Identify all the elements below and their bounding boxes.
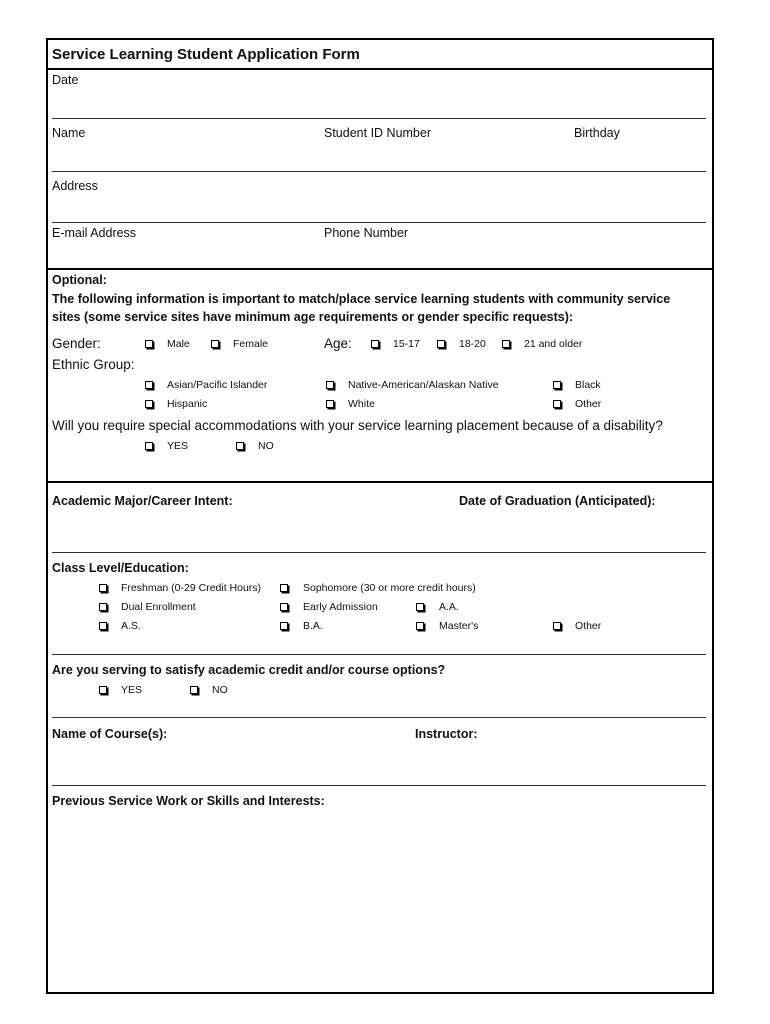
sophomore-checkbox[interactable] (280, 584, 288, 592)
aa-checkbox[interactable] (416, 603, 424, 611)
optional-line-1: The following information is important to match/place service learning students with community service (52, 292, 671, 306)
other-ethnic-label: Other (575, 398, 602, 410)
early-admission-checkbox[interactable] (280, 603, 288, 611)
graduation-label: Date of Graduation (Anticipated): (459, 494, 656, 508)
previous-service-field[interactable] (52, 815, 708, 987)
class-level-divider (52, 654, 706, 655)
native-american-label: Native-American/Alaskan Native (348, 379, 499, 391)
black-checkbox[interactable] (553, 381, 561, 389)
credit-question: Are you serving to satisfy academic credit and/or course options? (52, 663, 446, 677)
native-american-checkbox[interactable] (326, 381, 334, 389)
male-label: Male (167, 338, 190, 350)
birthday-label: Birthday (574, 126, 620, 140)
phone-label: Phone Number (324, 226, 409, 240)
freshman-checkbox[interactable] (99, 584, 107, 592)
as-label: A.S. (121, 620, 141, 632)
major-field[interactable] (52, 552, 706, 553)
sophomore-label: Sophomore (30 or more credit hours) (303, 582, 476, 594)
name-label: Name (52, 126, 86, 140)
address-label: Address (52, 179, 98, 193)
accommodation-question: Will you require special accommodations with your service learning placement because of a disability? (52, 418, 663, 433)
accommodation-no-checkbox[interactable] (236, 442, 244, 450)
address-field[interactable] (52, 222, 706, 223)
title-divider (46, 68, 714, 70)
credit-no-label: NO (212, 684, 228, 696)
aa-label: A.A. (439, 601, 459, 613)
black-label: Black (575, 379, 601, 391)
course-field[interactable] (52, 785, 706, 786)
age-15-17-checkbox[interactable] (371, 340, 379, 348)
course-label: Name of Course(s): (52, 727, 168, 741)
ba-checkbox[interactable] (280, 622, 288, 630)
freshman-label: Freshman (0-29 Credit Hours) (121, 582, 262, 594)
optional-heading: Optional: (52, 273, 107, 287)
student-id-label: Student ID Number (324, 126, 431, 140)
as-checkbox[interactable] (99, 622, 107, 630)
class-level-label: Class Level/Education: (52, 561, 189, 575)
age-21-older-label: 21 and older (524, 338, 583, 350)
white-checkbox[interactable] (326, 400, 334, 408)
email-label: E-mail Address (52, 226, 137, 240)
early-admission-label: Early Admission (303, 601, 378, 613)
masters-checkbox[interactable] (416, 622, 424, 630)
female-label: Female (233, 338, 269, 350)
ethnic-label: Ethnic Group: (52, 357, 135, 372)
other-education-checkbox[interactable] (553, 622, 561, 630)
accommodation-no-label: NO (258, 440, 274, 452)
accommodation-yes-checkbox[interactable] (145, 442, 153, 450)
date-label: Date (52, 73, 79, 87)
age-label: Age: (324, 336, 352, 351)
male-checkbox[interactable] (145, 340, 153, 348)
credit-divider (52, 717, 706, 718)
other-education-label: Other (575, 620, 602, 632)
previous-service-label: Previous Service Work or Skills and Interests: (52, 794, 325, 808)
asian-label: Asian/Pacific Islander (167, 379, 268, 391)
ba-label: B.A. (303, 620, 323, 632)
credit-yes-checkbox[interactable] (99, 686, 107, 694)
accommodation-yes-label: YES (167, 440, 189, 452)
section-divider-1 (46, 268, 714, 270)
hispanic-label: Hispanic (167, 398, 208, 410)
section-divider-2 (46, 481, 714, 483)
instructor-label: Instructor: (415, 727, 478, 741)
age-18-20-checkbox[interactable] (437, 340, 445, 348)
age-18-20-label: 18-20 (459, 338, 486, 350)
female-checkbox[interactable] (211, 340, 219, 348)
dual-enrollment-checkbox[interactable] (99, 603, 107, 611)
age-21-older-checkbox[interactable] (502, 340, 510, 348)
credit-no-checkbox[interactable] (190, 686, 198, 694)
asian-checkbox[interactable] (145, 381, 153, 389)
optional-line-2: sites (some service sites have minimum age requirements or gender specific requests): (52, 310, 574, 324)
date-field[interactable] (52, 118, 706, 119)
form-title: Service Learning Student Application Form (52, 46, 360, 63)
credit-yes-label: YES (121, 684, 143, 696)
hispanic-checkbox[interactable] (145, 400, 153, 408)
other-ethnic-checkbox[interactable] (553, 400, 561, 408)
gender-label: Gender: (52, 336, 101, 351)
dual-enrollment-label: Dual Enrollment (121, 601, 196, 613)
name-field[interactable] (52, 171, 706, 172)
major-label: Academic Major/Career Intent: (52, 494, 233, 508)
white-label: White (348, 398, 375, 410)
age-15-17-label: 15-17 (393, 338, 420, 350)
masters-label: Master's (439, 620, 479, 632)
